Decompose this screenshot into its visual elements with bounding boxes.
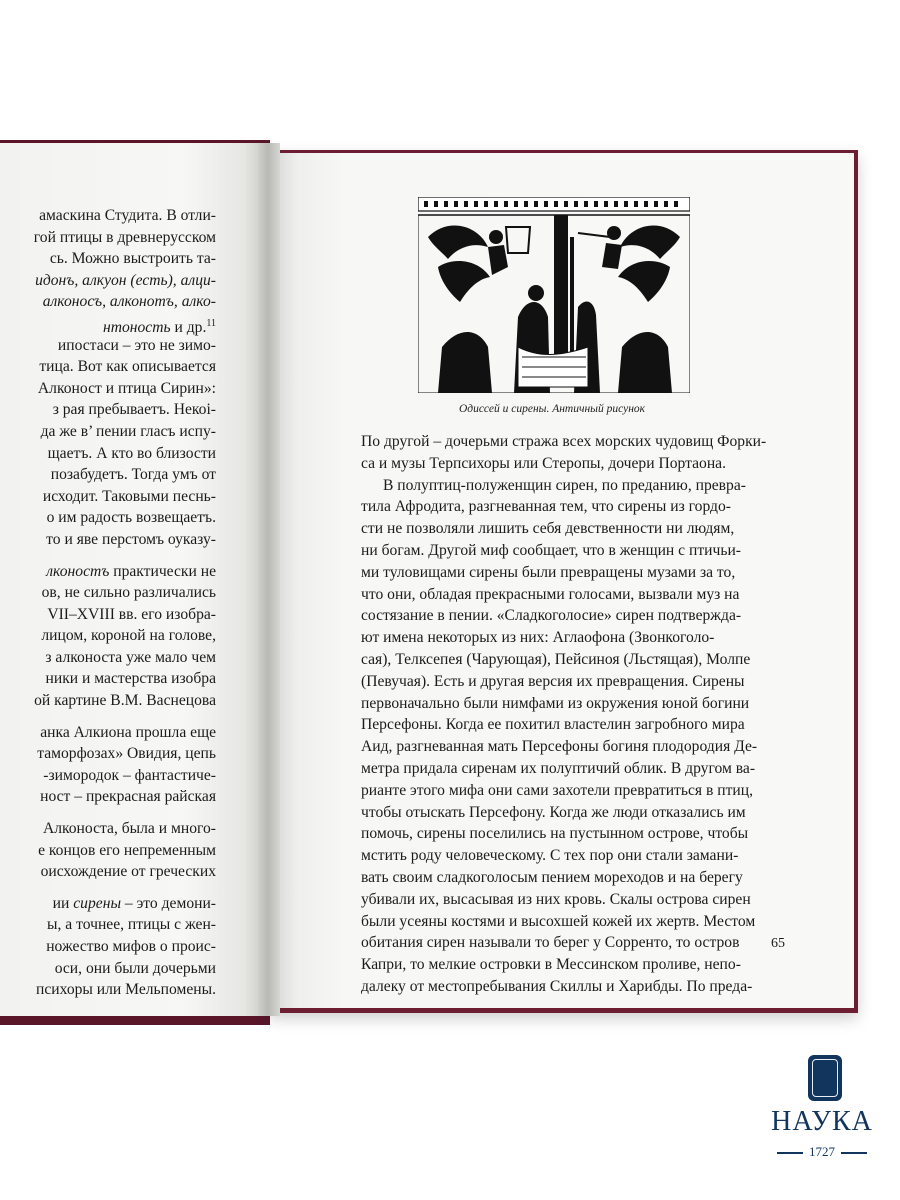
text-line: ы, а точнее, птицы с жен-	[47, 916, 216, 934]
text-line: з алконоста уже мало чем	[45, 648, 216, 666]
text-line: ипостаси – это не зимо-	[57, 336, 216, 354]
text-line: обитания сирен называли то берег у Сорренто, то остров	[361, 934, 740, 952]
text-line: ност – прекрасная райская	[40, 788, 216, 806]
page-number: 65	[771, 936, 785, 951]
text-line: лконостъ практически не	[46, 562, 216, 580]
text-line: VII–XVIII вв. его изобра-	[47, 605, 216, 623]
text-line: состязание в пении. «Сладкоголосие» сирен подтвержда-	[361, 607, 742, 625]
left-page-text	[0, 205, 216, 1001]
divider	[841, 1152, 867, 1154]
odysseus-sirens-illustration	[418, 197, 690, 393]
text-line: са и музы Терпсихоры или Стеропы, дочери Портаона.	[361, 454, 726, 472]
paragraph-gap	[0, 551, 216, 561]
text-line: да же в’ пении гласъ испу-	[40, 422, 216, 440]
left-page	[0, 143, 262, 1016]
text-line: сь. Можно выстроить та-	[49, 250, 216, 268]
publisher-year: 1727	[809, 1144, 835, 1159]
text-line: лицом, короной на голове,	[41, 627, 216, 645]
text-line: ой картине В.М. Васнецова	[34, 692, 216, 710]
text-line: тила Афродита, разгневанная тем, что сирены из гордо-	[361, 498, 731, 516]
text-line: идонъ, алкуон (есть), алци-	[35, 271, 216, 289]
text-line: По другой – дочерьми стража всех морских чудовищ Форки-	[361, 433, 767, 450]
text-line: были усеяны костями и высохшей кожей их жертв. Местом	[361, 912, 756, 930]
book-gutter	[258, 143, 280, 1016]
text-line: ов, не сильно различались	[41, 584, 216, 602]
text-line: оисхождение от греческих	[40, 863, 216, 881]
text-line: тица. Вот как описывается	[39, 358, 216, 376]
text-line: оси, они были дочерьми	[54, 959, 216, 977]
paragraph-gap	[0, 808, 216, 818]
text-line: ножество мифов о проис-	[46, 938, 216, 955]
text-line: Алконоста, была и много-	[42, 820, 216, 838]
figure-caption: Одиссей и сирены. Античный рисунок	[458, 403, 646, 415]
text-line: е концов его непременным	[38, 841, 216, 859]
text-line: вать своим сладкоголосым пением мореходов и на берегу	[361, 868, 743, 886]
text-line: щаетъ. А кто во близости	[47, 444, 216, 462]
publisher-name: НАУКА	[771, 1106, 873, 1137]
text-line: исходит. Таковыми песнь-	[42, 487, 216, 505]
text-line: позабудетъ. Тогда умъ от	[50, 466, 216, 484]
right-page	[274, 153, 854, 1008]
text-line: амаскина Студита. В отли-	[39, 207, 216, 224]
publisher-year-row	[760, 1144, 884, 1160]
text-line: нтоность и др.$^{11}$	[102, 317, 216, 337]
text-line: сая), Телксепея (Чарующая), Пейсиноя (Льстящая), Молпе	[361, 650, 751, 668]
text-line: далеку от местопребывания Скиллы и Харибды. По преда-	[361, 977, 753, 995]
text-line: убивали их, высасывая из них кровь. Скалы острова сирен	[361, 890, 751, 908]
text-line: первоначально были нимфами из окружения юной богини	[361, 694, 750, 712]
text-line: Персефоны. Когда ее похитил властелин загробного мира	[361, 716, 745, 734]
text-line: Аид, разгневанная мать Персефоны богиня плодородия Де-	[361, 738, 758, 756]
text-line: гой птицы в древнерусском	[33, 228, 216, 246]
publisher-logo	[760, 1052, 884, 1162]
text-line: ники и мастерства изобра	[45, 670, 216, 688]
text-line: психоры или Мельпомены.	[36, 981, 216, 999]
paragraph-gap	[0, 883, 216, 893]
text-line: -зимородок – фантастиче-	[43, 766, 216, 784]
text-line: анка Алкиона прошла еще	[40, 723, 216, 741]
text-line: ми туловищами сирены были превращены музами за то,	[361, 563, 736, 581]
text-line: Алконост и птица Сирин»:	[37, 379, 216, 397]
right-page-text	[361, 431, 789, 998]
text-line: з рая пребываетъ. Некоі-	[52, 401, 216, 419]
text-line: о им радость возвещаетъ.	[46, 509, 216, 527]
text-line: чтобы отыскать Персефону. Когда же люди отказались им	[361, 803, 746, 821]
text-line: ют имена некоторых из них: Аглаофона (Звонкоголо-	[361, 629, 715, 647]
text-line: Капри, то мелкие островки в Мессинском проливе, непо-	[361, 956, 741, 974]
text-line: (Певучая). Есть и другая версия их превращения. Сирены	[361, 672, 745, 690]
text-line: сти не позволяли лишить себя девственности ни людям,	[361, 520, 735, 538]
text-line: метра придала сиренам их полуптичий облик. В другом ва-	[361, 759, 756, 777]
text-line: рианте этого мифа они сами захотели превратиться в птиц,	[361, 781, 753, 799]
text-line: мстить роду человеческому. С тех пор они стали замани-	[361, 847, 739, 865]
text-line: таморфозах» Овидия, цепь	[37, 745, 216, 763]
text-line: ни богам. Другой миф сообщает, что в женщин с птичьи-	[361, 541, 741, 559]
text-line: В полуптиц-полуженщин сирен, по преданию, превра-	[383, 476, 746, 494]
divider	[777, 1152, 803, 1154]
paragraph-gap	[0, 712, 216, 722]
book-emblem-icon	[808, 1055, 842, 1101]
text-line: алконосъ, алконотъ, алко-	[42, 293, 216, 311]
text-line: то и яве перстомъ оуказу-	[46, 530, 216, 548]
text-line: ии сирены – это демони-	[52, 894, 216, 912]
text-line: помочь, сирены поселились на пустынном острове, чтобы	[361, 825, 749, 843]
text-line: что они, обладая прекрасными голосами, вызвали муз на	[361, 585, 740, 603]
